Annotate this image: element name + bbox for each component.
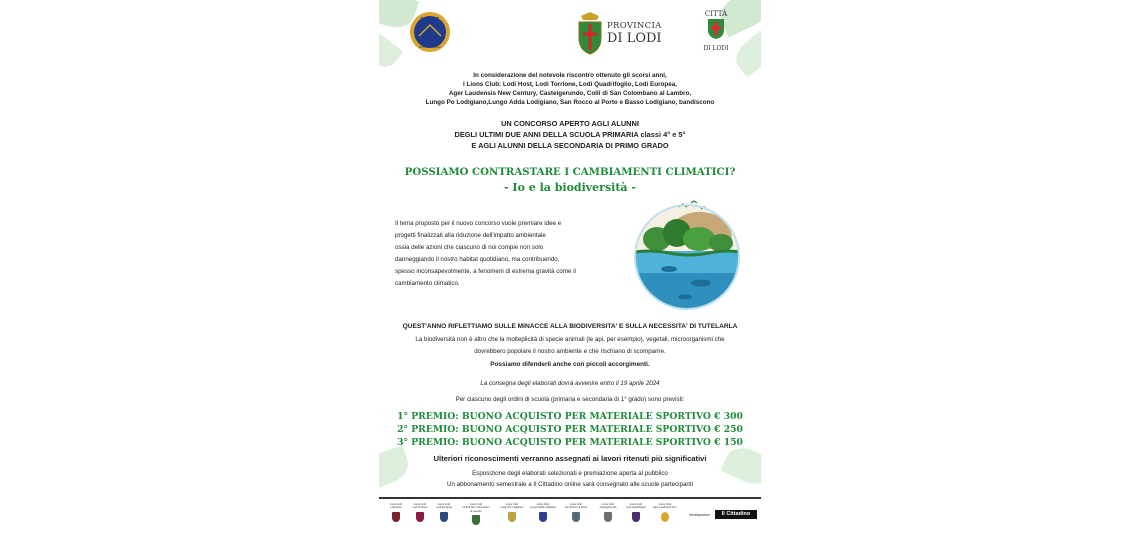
biodiversity-globe-illustration [629,197,745,311]
club-shield-icon [572,512,580,522]
club-label: Lions Club [569,503,583,506]
club-name: Lodi Host [390,506,402,510]
club-name: Colli di San Colombano al Lambro [462,506,490,513]
third-prize: 3° PREMIO: BUONO ACQUISTO PER MATERIALE SPORTIVO € 150 [397,437,743,448]
provincia-coat-of-arms-icon [575,12,605,56]
theme-line: progetti finalizzati alla riduzione dell'impatto ambientale [395,232,546,239]
club-badge [594,503,622,522]
club-shield-icon [440,512,448,522]
contest-announcement [379,118,761,151]
club-name: Lodi Torrione [412,506,428,510]
biodiversity-text-line: La biodiversità non è altro che la molteplicità di specie animali (le api, per esempio), vegetali, microorganismi che [415,336,725,343]
club-label: Lions Club [437,503,451,506]
club-badge [430,503,458,522]
il-cittadino-logo: Il Cittadino [715,510,757,519]
announcement-line: DEGLI ULTIMI DUE ANNI DELLA SCUOLA PRIMARIA classi 4° e 5° [454,130,686,139]
citta-logo-line1: CITTÀ [704,10,728,18]
leaf-decoration-left [379,26,403,73]
club-shield-icon [392,512,400,522]
club-shield-icon [604,512,612,522]
announcement-line: UN CONCORSO APERTO AGLI ALUNNI [501,119,639,128]
club-label: Lions Club [505,503,519,506]
club-label: Lions Club [389,503,403,506]
club-shield-icon [661,512,669,522]
biodiversity-heading: QUEST'ANNO RIFLETTIAMO SULLE MINACCE ALLA BIODIVERSITA' E SULLA NECESSITA' DI TUTELARLA [402,323,738,330]
exhibition-text: Esposizione degli elaborati selezionati e premiazione aperta al pubblico [472,470,668,477]
first-prize: 1° PREMIO: BUONO ACQUISTO PER MATERIALE SPORTIVO € 300 [397,411,743,422]
provincia-logo-line2: DI LODI [607,31,662,46]
theme-line: spesso inconsapevolmente, a fenomeni di estrema gravità come il [395,268,576,275]
prizes-intro: Per ciascuno degli ordini di scuola (primaria e secondaria di 1° grado) sono previsti: [455,396,685,403]
intro-line: Ager Laudensis New Century, Casteigerundo, Colli di San Colombano al Lambro, [448,90,692,97]
intro-text [379,71,761,107]
deadline-text: La consegna degli elaborati dovrà avvenire entro il 19 aprile 2024 [480,380,660,387]
citta-di-lodi-logo [701,10,731,58]
club-label: Lions Club [629,503,643,506]
biodiversity-text-line: dovrebbero popolare il nostro ambiente e che rischiano di scomparire. [474,348,666,355]
club-name: Lodi Europea [436,506,452,510]
club-shield-icon [539,512,547,522]
club-name: Lodi Quadrifoglio [626,506,646,510]
lions-logo [409,11,451,53]
contest-poster [379,0,761,540]
intro-line: Lungo Po Lodigiano,Lungo Adda Lodigiano, San Rocco al Porto e Basso Lodigiano, bandiscono [425,99,715,106]
contest-subtitle: - Io e la biodiversità - [504,181,636,194]
club-shield-icon [508,512,516,522]
club-label: Lions Club [413,503,427,506]
club-name: Ager Laudensis N.C. [653,506,677,510]
citta-logo-line2: DI LODI [703,45,729,52]
subscription-text: Un abbonamento semestrale a Il Cittadino online sarà consegnato alle scuole partecipanti [447,481,693,488]
club-badges-footer [379,497,761,540]
club-name: Casteigerundo [599,506,617,510]
club-shield-icon [472,515,480,525]
contest-title: POSSIAMO CONTRASTARE I CAMBIAMENTI CLIMATICI? [404,166,736,178]
club-badge [651,503,679,522]
provincia-logo-line1: PROVINCIA [607,21,662,31]
intro-line: In considerazione del notevole riscontro ottenuto gli scorsi anni, [473,72,667,79]
club-name: Lungo Po Lodigiano [500,506,524,510]
club-name: San Rocco al Porto [564,506,588,510]
club-label: Lions Club [601,503,615,506]
biodiversity-emphasis: Possiamo difenderli anche con piccoli accorgimenti. [490,361,650,368]
lions-logo-subtext: INTERNATIONAL [418,45,442,49]
media-partner-label: Mediapartner [689,513,711,517]
theme-line: cambiamento climatico. [395,280,460,287]
club-badge [622,503,650,522]
club-badge [529,503,557,522]
club-label: Lions Club [469,503,483,506]
second-prize: 2° PREMIO: BUONO ACQUISTO PER MATERIALE SPORTIVO € 250 [397,424,743,435]
theme-line: ossia delle azioni che ciascuno di noi compie non solo [395,244,544,251]
club-badge [462,503,490,525]
club-badge [498,503,526,522]
lions-logo-text: LIONS [420,17,440,23]
theme-line: Il tema proposto per il nuovo concorso vuole premiare idee e [395,220,562,227]
club-badge [562,503,590,522]
provincia-di-lodi-logo [575,12,665,58]
club-shield-icon [416,512,424,522]
recognition-text: Ulteriori riconoscimenti verranno assegnati ai lavori ritenuti più significativi [433,454,707,463]
citta-coat-of-arms-icon [707,18,725,40]
theme-paragraph [395,218,620,290]
theme-line: danneggiando il nostro habitat quotidiano, ma contribuendo, [395,256,560,263]
club-label: Lions Club [536,503,550,506]
club-label: Lions Club [658,503,672,506]
intro-line: I Lions Club: Lodi Host, Lodi Torrione, Lodi Quadrifoglio, Lodi Europea, [463,81,677,88]
club-shield-icon [632,512,640,522]
club-name: Lungo Adda Lodigiano [530,506,556,510]
lions-emblem-icon [409,11,451,53]
announcement-line: E AGLI ALUNNI DELLA SECONDARIA DI PRIMO GRADO [471,141,669,150]
